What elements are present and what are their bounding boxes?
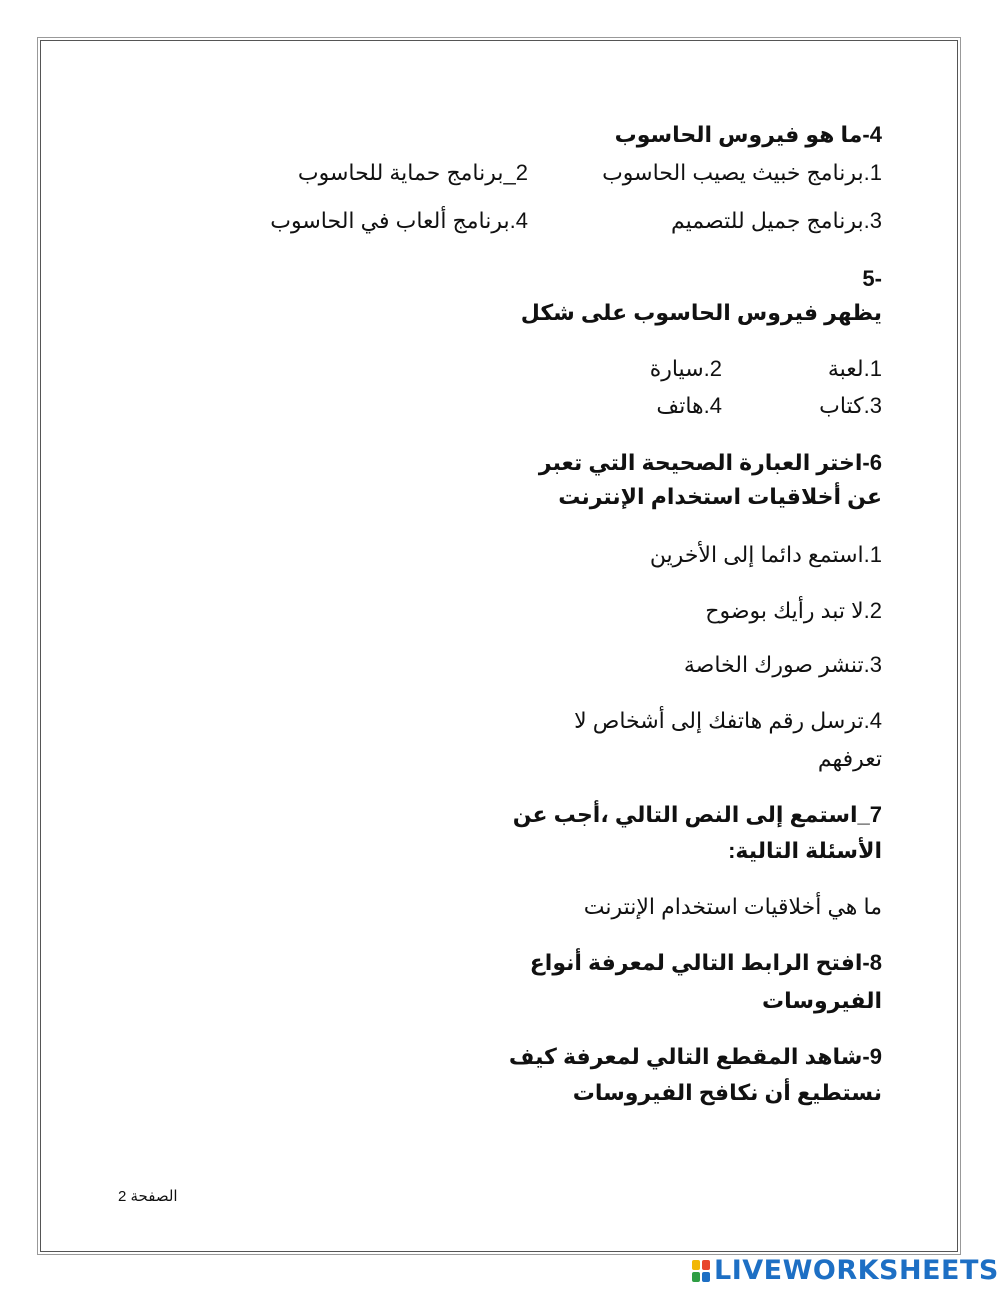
q8-title-line-1: 8-افتح الرابط التالي لمعرفة أنواع — [529, 950, 882, 975]
q6-option-2[interactable]: 2.لا تبد رأيك بوضوح — [705, 598, 882, 623]
q7-question: ما هي أخلاقيات استخدام الإنترنت — [583, 894, 882, 919]
q6-option-1[interactable]: 1.استمع دائما إلى الأخرين — [649, 542, 882, 567]
q4-option-4[interactable]: 4.برنامج ألعاب في الحاسوب — [270, 208, 528, 233]
q6-option-4-line-1[interactable]: 4.ترسل رقم هاتفك إلى أشخاص لا — [574, 708, 882, 733]
logo-square-2 — [702, 1260, 710, 1270]
q4-option-2[interactable]: 2_برنامج حماية للحاسوب — [297, 160, 528, 185]
liveworksheets-logo[interactable] — [692, 1256, 999, 1286]
liveworksheets-icon — [692, 1260, 710, 1282]
q5-option-3[interactable]: 3.كتاب — [819, 393, 882, 418]
q7-title-line-2: الأسئلة التالية: — [728, 838, 882, 863]
q4-option-3[interactable]: 3.برنامج جميل للتصميم — [671, 208, 882, 233]
q6-option-3[interactable]: 3.تنشر صورك الخاصة — [683, 652, 882, 677]
q9-title-line-2: نستطيع أن نكافح الفيروسات — [572, 1080, 882, 1105]
q5-option-2[interactable]: 2.سيارة — [649, 356, 722, 381]
q8-title-line-2: الفيروسات — [762, 988, 882, 1013]
q6-title-line-2: عن أخلاقيات استخدام الإنترنت — [558, 484, 882, 509]
logo-square-3 — [692, 1272, 700, 1282]
q6-title-line-1: 6-اختر العبارة الصحيحة التي تعبر — [538, 450, 882, 475]
q7-title-line-1: 7_استمع إلى النص التالي ،أجب عن — [512, 802, 882, 827]
logo-square-1 — [692, 1260, 700, 1270]
q5-option-1[interactable]: 1.لعبة — [827, 356, 882, 381]
page-number: الصفحة 2 — [118, 1188, 178, 1205]
q4-option-1[interactable]: 1.برنامج خبيث يصيب الحاسوب — [602, 160, 882, 185]
q5-number: -5 — [862, 266, 882, 291]
q4-title: 4-ما هو فيروس الحاسوب — [614, 122, 882, 147]
q5-option-4[interactable]: 4.هاتف — [656, 393, 722, 418]
liveworksheets-wordmark: LIVEWORKSHEETS — [714, 1255, 999, 1286]
q9-title-line-1: 9-شاهد المقطع التالي لمعرفة كيف — [508, 1044, 882, 1069]
q5-title: يظهر فيروس الحاسوب على شكل — [520, 300, 882, 325]
logo-square-4 — [702, 1272, 710, 1282]
q6-option-4-line-2[interactable]: تعرفهم — [817, 746, 882, 771]
